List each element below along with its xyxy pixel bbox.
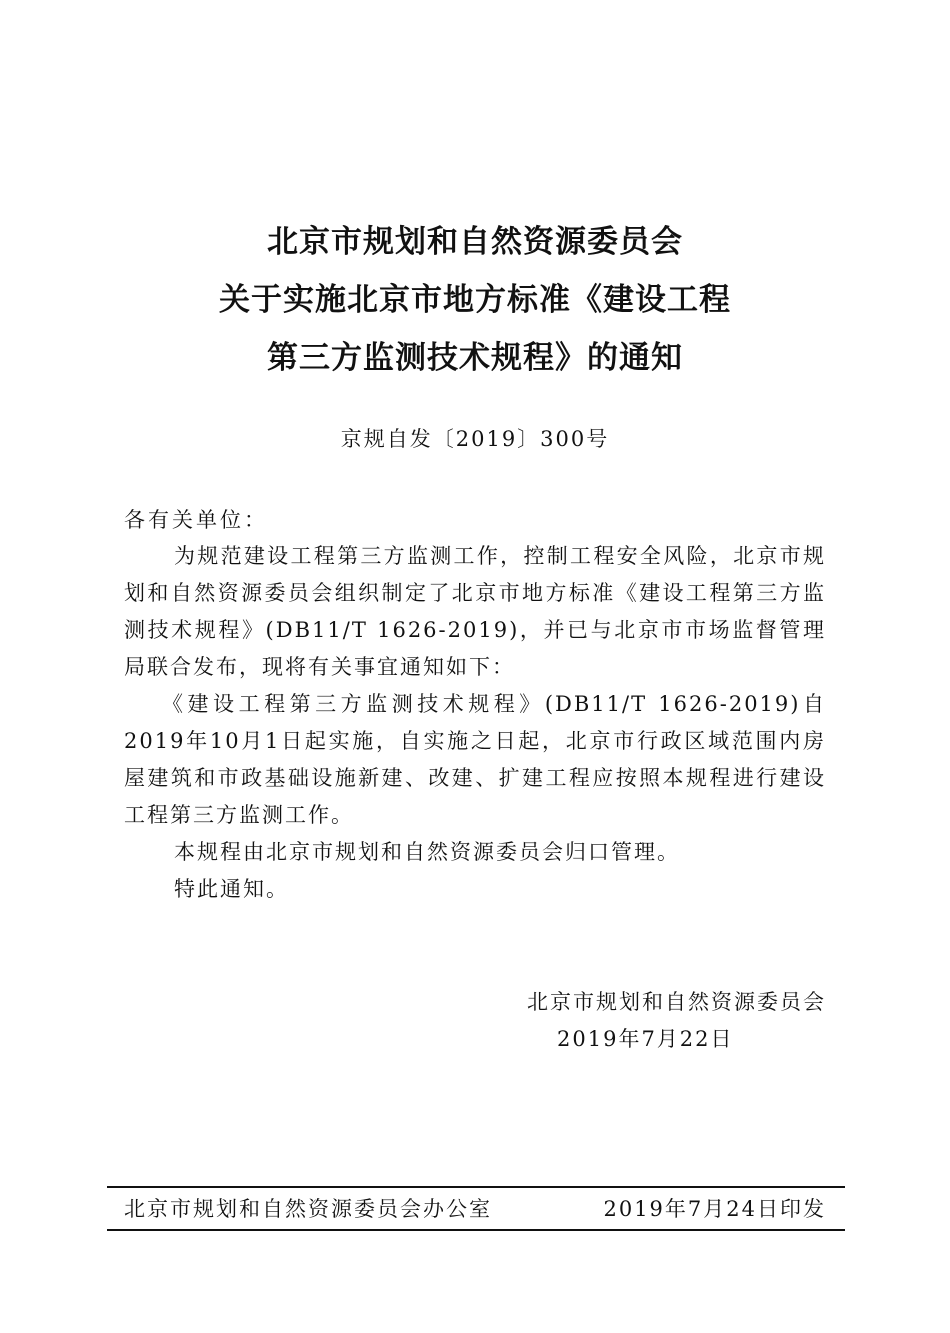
footer-rule-bottom <box>107 1229 845 1231</box>
footer-print-date: 2019年7月24日印发 <box>603 1197 826 1221</box>
signature-org: 北京市规划和自然资源委员会 <box>527 990 826 1014</box>
title-line-1: 北京市规划和自然资源委员会 <box>267 224 683 260</box>
title-line-2: 关于实施北京市地方标准《建设工程 <box>219 282 731 318</box>
title-line-3: 第三方监测技术规程》的通知 <box>267 340 683 376</box>
signature-date: 2019年7月22日 <box>557 1027 734 1051</box>
footer-rule-top <box>107 1186 845 1188</box>
footer-office: 北京市规划和自然资源委员会办公室 <box>124 1197 492 1221</box>
paragraph-intro: 为规范建设工程第三方监测工作，控制工程安全风险，北京市规划和自然资源委员会组织制定了北京市地方标准《建设工程第三方监测技术规程》(DB11/T 1626-2019)，并已与北京市市场监督管理局联合发布，现将有关事宜通知如下： <box>124 544 826 679</box>
paragraph-closing: 特此通知。 <box>174 877 289 901</box>
footer <box>124 1192 826 1226</box>
document-number: 京规自发〔2019〕300号 <box>340 427 610 451</box>
salutation: 各有关单位： <box>124 508 268 532</box>
paragraph-management: 本规程由北京市规划和自然资源委员会归口管理。 <box>174 840 680 864</box>
document-title <box>0 213 950 387</box>
paragraph-effective-date: 《建设工程第三方监测技术规程》(DB11/T 1626-2019)自2019年10月1日起实施，自实施之日起，北京市行政区域范围内房屋建筑和市政基础设施新建、改建、扩建工程应按照本规程进行建设工程第三方监测工作。 <box>124 692 826 827</box>
